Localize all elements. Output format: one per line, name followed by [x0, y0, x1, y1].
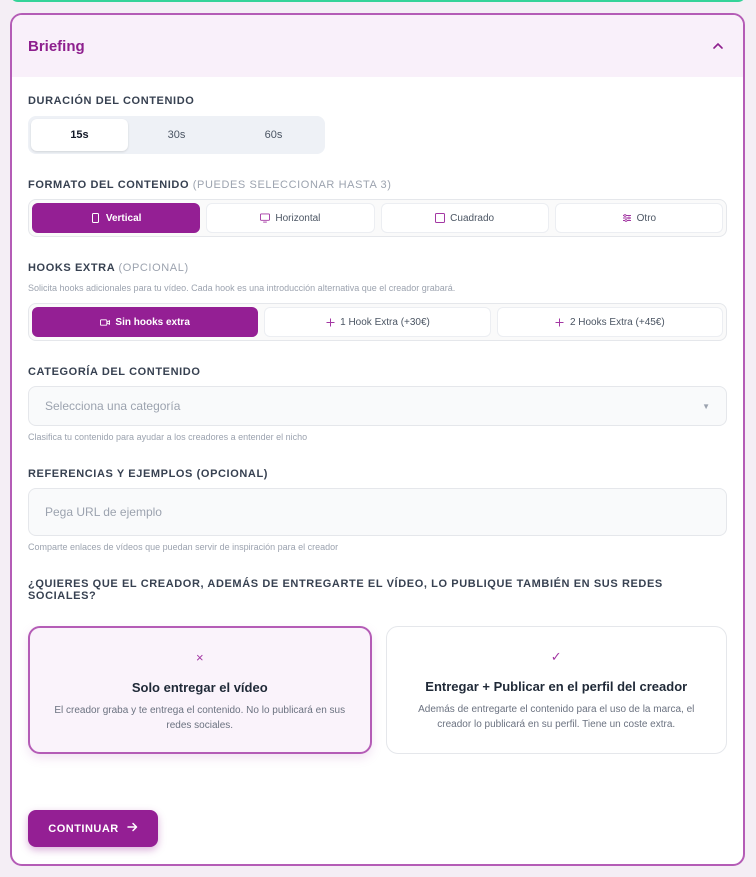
hooks-option-label: Sin hooks extra: [115, 316, 190, 328]
duration-option-30s[interactable]: 30s: [167, 129, 186, 141]
format-options: [28, 199, 727, 237]
references-hint: Comparte enlaces de vídeos que puedan servir de inspiración para el creador: [28, 542, 339, 552]
caret-down-icon: ▼: [702, 401, 710, 411]
format-label-note: (PUEDES SELECCIONAR HASTA 3): [192, 179, 392, 191]
format-option-otro[interactable]: [555, 203, 723, 233]
category-label: CATEGORÍA DEL CONTENIDO: [28, 366, 201, 378]
video-icon: [100, 317, 110, 327]
hooks-label-note: (OPCIONAL): [118, 262, 189, 274]
duration-segmented-control: [28, 116, 325, 154]
hooks-option-none[interactable]: [32, 307, 258, 337]
chevron-up-icon[interactable]: [711, 39, 725, 53]
category-section: [28, 366, 727, 442]
publish-option-title: Entregar + Publicar en el perfil del creador: [425, 679, 688, 694]
duration-option-60s[interactable]: 60s: [264, 129, 283, 141]
monitor-icon: [260, 213, 270, 223]
publish-option-title: Solo entregar el vídeo: [131, 680, 268, 695]
hooks-options: [28, 303, 727, 341]
references-url-input[interactable]: [28, 488, 727, 536]
hooks-label: [28, 262, 727, 274]
hooks-description: Solicita hooks adicionales para tu vídeo. Cada hook es una introducción alternativa que el creador grabará.: [28, 283, 456, 293]
previous-card-edge: [10, 0, 746, 2]
square-icon: [435, 213, 445, 223]
continue-button[interactable]: [28, 810, 158, 847]
format-option-cuadrado[interactable]: [381, 203, 549, 233]
format-option-vertical[interactable]: [32, 203, 200, 233]
category-hint: Clasifica tu contenido para ayudar a los creadores a entender el nicho: [28, 432, 308, 442]
publish-option-deliver-and-publish[interactable]: [386, 626, 728, 754]
briefing-card: [10, 13, 745, 866]
format-label-text: FORMATO DEL CONTENIDO: [28, 179, 190, 191]
plus-icon: [325, 317, 335, 327]
hooks-label-text: HOOKS EXTRA: [28, 262, 115, 274]
card-title: Briefing: [28, 37, 85, 55]
publish-option-description: El creador graba y te entrega el contenido. No lo publicará en sus redes sociales.: [54, 705, 346, 731]
format-section: [28, 179, 727, 237]
card-header[interactable]: [12, 15, 743, 77]
publish-section: [28, 578, 727, 754]
references-label: REFERENCIAS Y EJEMPLOS (OPCIONAL): [28, 468, 269, 480]
publish-option-deliver-only[interactable]: [28, 626, 372, 754]
hooks-section: [28, 262, 727, 341]
format-option-label: Vertical: [105, 212, 142, 224]
publish-options: [28, 626, 727, 754]
publish-question: ¿QUIERES QUE EL CREADOR, ADEMÁS DE ENTREGARTE EL VÍDEO, LO PUBLIQUE TAMBIÉN EN SUS REDES SOCIALES?: [28, 578, 663, 602]
continue-label: CONTINUAR: [48, 822, 119, 835]
close-icon: ×: [195, 650, 204, 665]
hooks-option-two[interactable]: [497, 307, 723, 337]
category-select[interactable]: [28, 386, 727, 426]
references-section: [28, 468, 727, 552]
duration-section: [28, 95, 727, 154]
duration-label: DURACIÓN DEL CONTENIDO: [28, 95, 195, 107]
duration-option-15s[interactable]: 15s: [31, 119, 128, 151]
format-option-label: Horizontal: [275, 212, 321, 224]
plus-icon: [555, 317, 565, 327]
check-icon: ✓: [550, 649, 562, 664]
hooks-option-label: 1 Hook Extra (+30€): [340, 316, 430, 328]
hooks-option-label: 2 Hooks Extra (+45€): [569, 316, 665, 328]
format-option-label: Cuadrado: [450, 212, 495, 224]
category-placeholder: Selecciona una categoría: [45, 399, 181, 413]
phone-icon: [91, 213, 101, 223]
format-option-label: Otro: [636, 212, 657, 224]
references-placeholder: Pega URL de ejemplo: [45, 505, 162, 519]
publish-option-description: Además de entregarte el contenido para el uso de la marca, el creador lo publicará en su perfil. Tiene un coste extra.: [418, 704, 695, 730]
sliders-icon: [622, 213, 632, 223]
format-label: [28, 179, 727, 191]
format-option-horizontal[interactable]: [206, 203, 374, 233]
hooks-option-one[interactable]: [264, 307, 490, 337]
arrow-right-icon: [127, 822, 138, 835]
